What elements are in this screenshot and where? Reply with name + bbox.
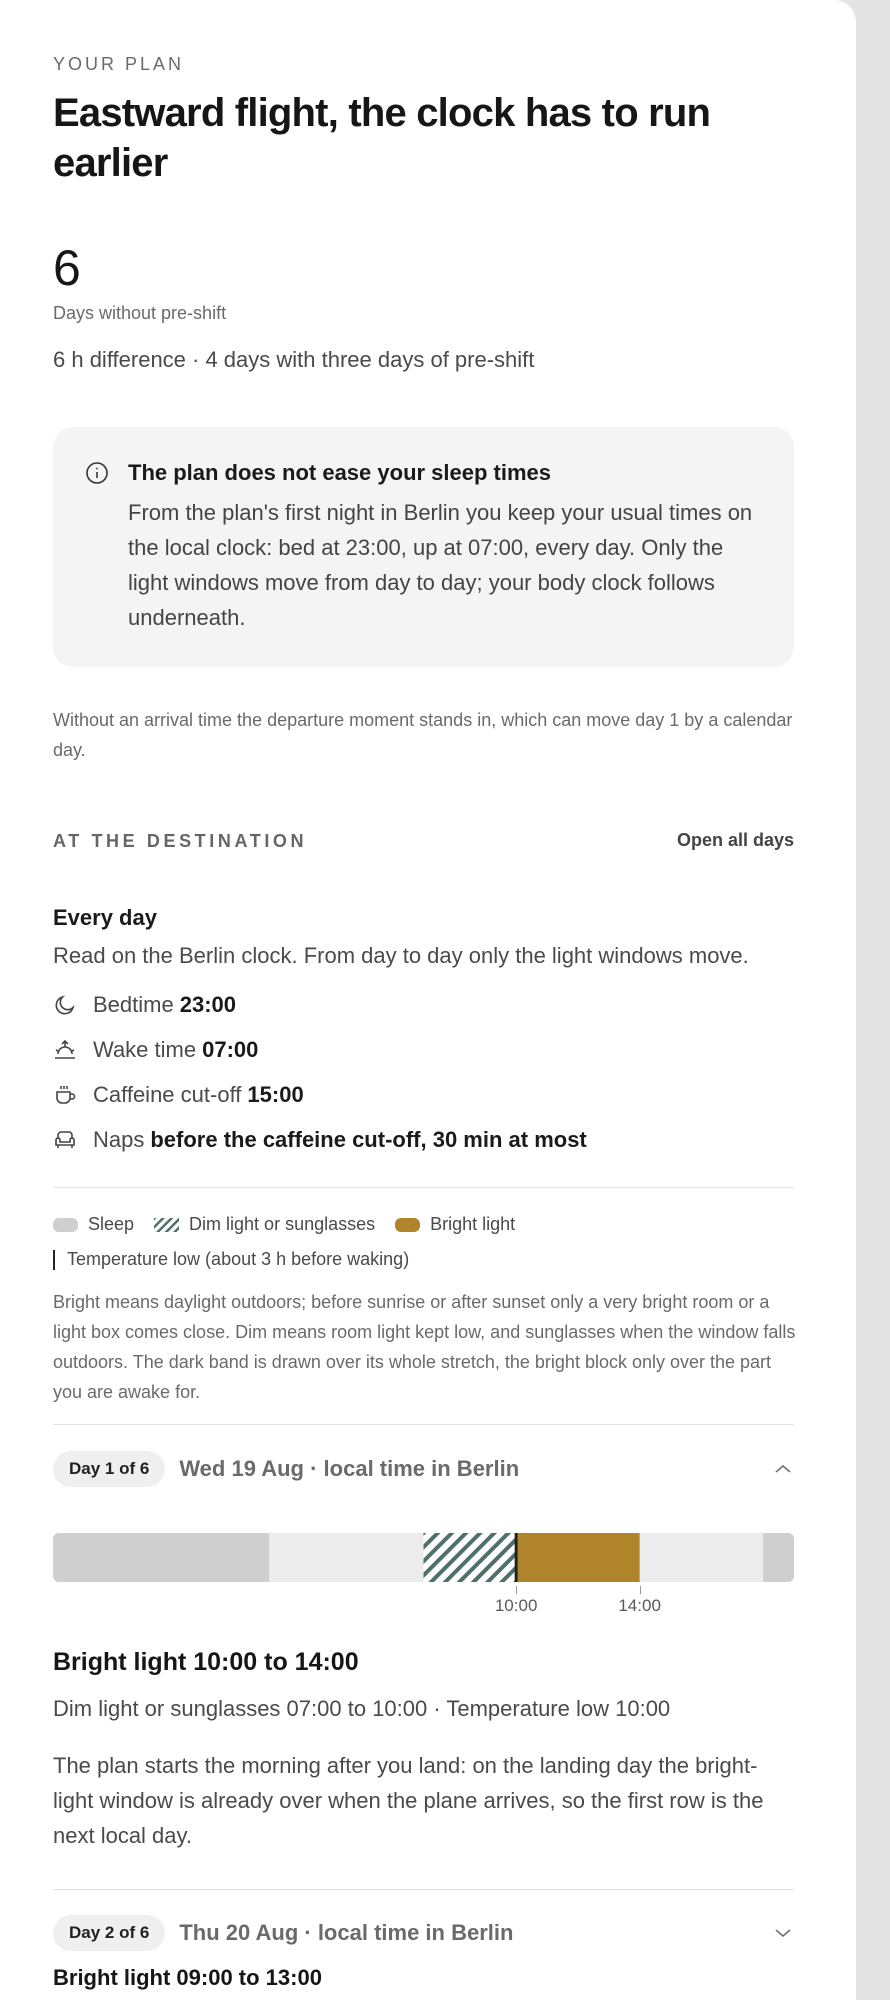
every-day-description: Read on the Berlin clock. From day to day only the light windows move. [53, 943, 749, 968]
temperature-marker-swatch [53, 1250, 55, 1270]
sleep-swatch [53, 1218, 78, 1232]
plan-eyebrow: YOUR PLAN [53, 54, 185, 74]
arrival-footnote: Without an arrival time the departure moment stands in, which can move day 1 by a calendar day. [53, 710, 793, 760]
wake-time-row [53, 1035, 258, 1065]
legend-sleep: Sleep [88, 1214, 135, 1234]
timeline-tick [516, 1586, 517, 1594]
caffeine-value: 15:00 [247, 1082, 304, 1107]
info-icon [85, 461, 109, 485]
divider [53, 1424, 794, 1425]
info-notice [53, 427, 794, 667]
legend-temperature [53, 1249, 409, 1270]
sunrise-icon [53, 1038, 77, 1062]
legend-bright: Bright light [430, 1214, 516, 1234]
dim-swatch [154, 1217, 179, 1233]
notice-body: From the plan's first night in Berlin you keep your usual times on the local clock: bed at 23:00, up at 07:00, every day. Only the light windows move from day to day; your body clock follows underneath. [128, 500, 753, 630]
dim-light-segment [424, 1533, 517, 1582]
section-label-destination: AT THE DESTINATION [53, 831, 308, 851]
legend-note: Bright means daylight outdoors; before sunrise or after sunset only a very bright room or a light box comes close. Dim means room light kept low, and sunglasses when the window falls outdoors. The dark band is drawn over its whole stretch, the bright block only over the part you are awake for. [53, 1292, 796, 1402]
legend [53, 1214, 515, 1235]
bedtime-row [53, 990, 236, 1020]
caffeine-row [53, 1080, 304, 1110]
caffeine-label: Caffeine cut-off [93, 1082, 242, 1107]
wake-time-value: 07:00 [202, 1037, 259, 1062]
temperature-low-marker [515, 1533, 518, 1582]
legend-temp: Temperature low (about 3 h before waking) [67, 1249, 410, 1269]
divider [53, 1187, 794, 1188]
sleep-segment [53, 1533, 269, 1582]
bright-swatch [395, 1218, 420, 1232]
armchair-icon [53, 1128, 77, 1152]
chevron-up-icon[interactable] [774, 1463, 792, 1475]
days-count: 6 [53, 240, 81, 296]
naps-row [53, 1125, 587, 1155]
day-1-subtitle: Dim light or sunglasses 07:00 to 10:00 · Temperature low 10:00 [53, 1696, 671, 1721]
timeline-tick [640, 1586, 641, 1594]
timeline-svg [53, 1533, 794, 1582]
plan-summary: 6 h difference · 4 days with three days of pre-shift [53, 347, 535, 372]
bedtime-label: Bedtime [93, 992, 174, 1017]
naps-label: Naps [93, 1127, 145, 1152]
page-title: Eastward flight, the clock has to run earlier [53, 91, 711, 185]
legend-dim: Dim light or sunglasses [189, 1214, 376, 1234]
bedtime-value: 23:00 [179, 992, 236, 1017]
wake-time-label: Wake time [93, 1037, 197, 1062]
day-badge: Day 1 of 6 [53, 1451, 165, 1487]
chevron-down-icon[interactable] [774, 1927, 792, 1939]
timeline-tick-label: 10:00 [494, 1596, 538, 1615]
divider [53, 1889, 794, 1890]
sleep-segment [763, 1533, 794, 1582]
day-1-header[interactable] [53, 1451, 794, 1487]
day-2-title: Bright light 09:00 to 13:00 [53, 1965, 322, 1990]
day-date: Thu 20 Aug · local time in Berlin [179, 1920, 514, 1945]
day-1-title: Bright light 10:00 to 14:00 [53, 1648, 359, 1676]
day-badge: Day 2 of 6 [53, 1915, 165, 1951]
days-caption: Days without pre-shift [53, 303, 227, 323]
day-1-body: The plan starts the morning after you land: on the landing day the bright-light window is already over when the plane arrives, so the first row is the next local day. [53, 1753, 764, 1848]
open-all-days-button[interactable]: Open all days [676, 830, 794, 850]
coffee-cup-icon [53, 1083, 77, 1107]
moon-icon [53, 993, 77, 1017]
timeline-tick-label: 14:00 [618, 1596, 661, 1615]
every-day-title: Every day [53, 905, 157, 930]
day-date: Wed 19 Aug · local time in Berlin [179, 1456, 520, 1481]
day-1-timeline [53, 1533, 794, 1582]
naps-value: before the caffeine cut-off, 30 min at most [150, 1127, 587, 1152]
bright-light-segment [516, 1533, 640, 1582]
notice-title: The plan does not ease your sleep times [128, 460, 552, 485]
day-2-header[interactable] [53, 1915, 794, 1951]
